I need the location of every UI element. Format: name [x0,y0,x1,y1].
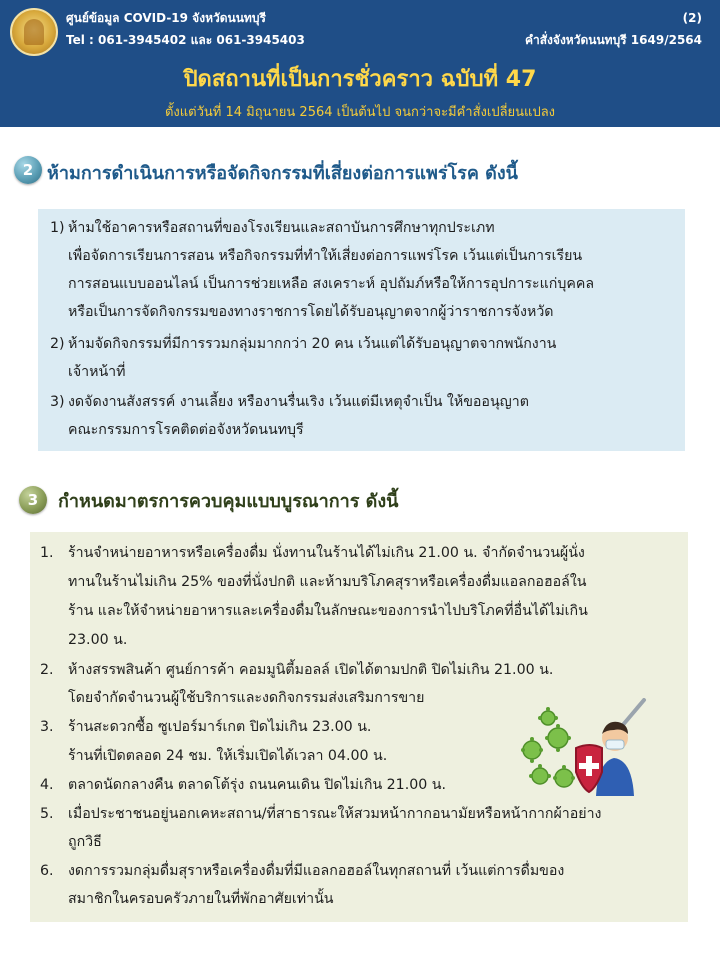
province-seal-logo [10,8,58,56]
section-2-item-number: 2) [50,336,65,352]
section-2-title: ห้ามการดำเนินการหรือจัดกิจกรรมที่เสี่ยงต่อการแพร่โรค ดังนี้ [47,163,518,184]
section-3-item-line: ตลาดนัดกลางคืน ตลาดโต้รุ่ง ถนนคนเดิน ปิดไม่เกิน 21.00 น. [68,777,446,793]
section-3-item-line: 23.00 น. [68,632,128,648]
section-3-item-line: ถูกวิธี [68,834,102,850]
announcement-title: ปิดสถานที่เป็นการชั่วคราว ฉบับที่ 47 [183,67,537,92]
section-2-item-line: คณะกรรมการโรคติดต่อจังหวัดนนทบุรี [68,422,304,438]
header-banner [0,0,720,127]
section-3-title: กำหนดมาตรการควบคุมแบบบูรณาการ ดังนี้ [58,491,399,512]
section-3-item-number: 6. [40,863,54,879]
section-3-item-line: ห้างสรรพสินค้า ศูนย์การค้า คอมมูนิตี้มอลล์ เปิดได้ตามปกติ ปิดไม่เกิน 21.00 น. [68,662,554,678]
section-3-item-line: เมื่อประชาชนอยู่นอกเคหะสถาน/ที่สาธารณะให้สวมหน้ากากอนามัยหรือหน้ากากผ้าอย่าง [68,806,602,822]
effective-date: ตั้งแต่วันที่ 14 มิถุนายน 2564 เป็นต้นไป จนกว่าจะมีคำสั่งเปลี่ยนแปลง [164,105,556,120]
section-3-item-number: 2. [40,662,54,678]
telephone-numbers: Tel : 061-3945402 และ 061-3945403 [66,33,305,47]
section-2-number-icon: 2 [14,156,42,184]
section-2-item-line: เจ้าหน้าที่ [68,364,126,380]
section-3-item-number: 3. [40,719,54,735]
center-name: ศูนย์ข้อมูล COVID-19 จังหวัดนนทบุรี [66,11,266,25]
section-2-item-number: 1) [50,220,65,236]
section-3-number-icon: 3 [19,486,47,514]
section-2-item-line: ห้ามจัดกิจกรรมที่มีการรวมกลุ่มมากกว่า 20 คน เว้นแต่ได้รับอนุญาตจากพนักงาน [68,336,557,352]
section-3-item-number: 1. [40,545,54,561]
section-2-item-line: หรือเป็นการจัดกิจกรรมของทางราชการโดยได้รับอนุญาตจากผู้ว่าราชการจังหวัด [68,304,554,320]
section-3-item-line: สมาชิกในครอบครัวภายในที่พักอาศัยเท่านั้น [68,891,334,907]
section-3-item-line: ร้านที่เปิดตลอด 24 ชม. ให้เริ่มเปิดได้เวลา 04.00 น. [68,748,388,764]
virus-fighter-icon [518,698,658,798]
section-3-item-number: 5. [40,806,54,822]
section-2-item-line: ห้ามใช้อาคารหรือสถานที่ของโรงเรียนและสถาบันการศึกษาทุกประเภท [68,220,495,236]
page-number: (2) [682,11,702,25]
section-2-item-line: การสอนแบบออนไลน์ เป็นการช่วยเหลือ สงเคราะห์ อุปถัมภ์หรือให้การอุปการะแก่บุคคล [68,276,595,292]
section-2-item-number: 3) [50,394,65,410]
section-3-item-line: โดยจำกัดจำนวนผู้ใช้บริการและงดกิจกรรมส่งเสริมการขาย [68,690,425,706]
section-3-item-line: ทานในร้านไม่เกิน 25% ของที่นั่งปกติ และห้ามบริโภคสุราหรือเครื่องดื่มแอลกอฮอล์ใน [68,574,587,590]
section-3-item-line: ร้าน และให้จำหน่ายอาหารและเครื่องดื่มในลักษณะของการนำไปบริโภคที่อื่นได้ไม่เกิน [68,603,588,619]
section-3-item-line: ร้านจำหน่ายอาหารหรือเครื่องดื่ม นั่งทานในร้านได้ไม่เกิน 21.00 น. จำกัดจำนวนผู้นั่ง [68,545,585,561]
section-3-item-line: ร้านสะดวกซื้อ ซูเปอร์มาร์เกต ปิดไม่เกิน 23.00 น. [68,719,372,735]
section-3-item-number: 4. [40,777,54,793]
section-3-item-line: งดการรวมกลุ่มดื่มสุราหรือเครื่องดื่มที่มีแอลกอฮอล์ในทุกสถานที่ เว้นแต่การดื่มของ [68,863,565,879]
section-2-item-line: งดจัดงานสังสรรค์ งานเลี้ยง หรืองานรื่นเริง เว้นแต่มีเหตุจำเป็น ให้ขออนุญาต [68,394,529,410]
section-2-box [38,209,685,451]
section-2-item-line: เพื่อจัดการเรียนการสอน หรือกิจกรรมที่ทำให้เสี่ยงต่อการแพร่โรค เว้นแต่เป็นการเรียน [68,248,583,264]
order-reference: คำสั่งจังหวัดนนทบุรี 1649/2564 [524,33,702,47]
